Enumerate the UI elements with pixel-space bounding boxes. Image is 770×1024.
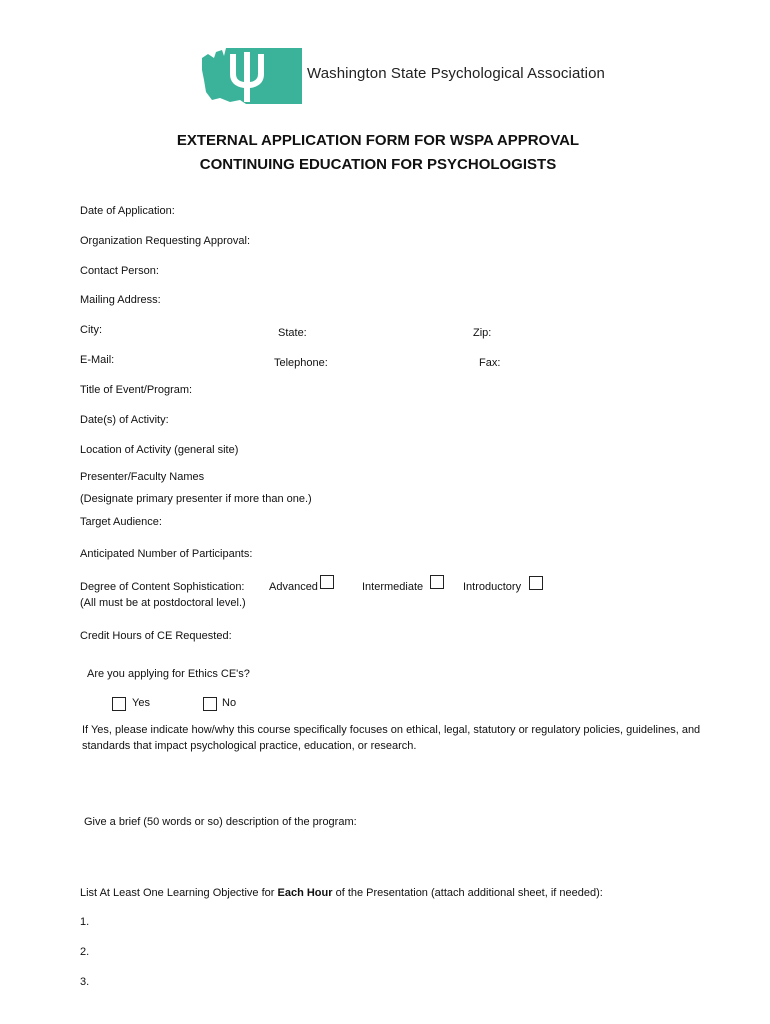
city-label: City: bbox=[80, 324, 102, 336]
presenter-note: (Designate primary presenter if more than one.) bbox=[80, 493, 312, 505]
objectives-emphasis: Each Hour bbox=[277, 887, 333, 899]
organization-name: Washington State Psychological Association bbox=[307, 65, 605, 82]
advanced-checkbox[interactable] bbox=[320, 575, 334, 589]
wspa-logo bbox=[200, 44, 302, 106]
objectives-suffix: of the Presentation (attach additional sheet, if needed): bbox=[332, 887, 603, 899]
organization-label: Organization Requesting Approval: bbox=[80, 235, 250, 247]
ethics-yes-checkbox[interactable] bbox=[112, 697, 126, 711]
objective-item-2: 2. bbox=[80, 946, 90, 958]
advanced-option-label: Advanced bbox=[269, 581, 318, 593]
introductory-option-label: Introductory bbox=[463, 581, 522, 593]
form-title-line2: CONTINUING EDUCATION FOR PSYCHOLOGISTS bbox=[199, 156, 557, 173]
ethics-no-label: No bbox=[222, 697, 237, 709]
intermediate-option-label: Intermediate bbox=[362, 581, 424, 593]
objective-item-1: 1. bbox=[80, 916, 90, 928]
fax-label: Fax: bbox=[479, 357, 501, 369]
contact-person-label: Contact Person: bbox=[80, 265, 159, 277]
sophistication-note: (All must be at postdoctoral level.) bbox=[80, 597, 246, 609]
date-of-application-label: Date of Application: bbox=[80, 205, 175, 217]
description-prompt: Give a brief (50 words or so) description of the program: bbox=[84, 816, 357, 828]
email-label: E-Mail: bbox=[80, 354, 115, 366]
telephone-label: Telephone: bbox=[274, 357, 328, 369]
location-label: Location of Activity (general site) bbox=[80, 444, 239, 456]
state-label: State: bbox=[278, 327, 307, 339]
zip-label: Zip: bbox=[473, 327, 492, 339]
ethics-question: Are you applying for Ethics CE's? bbox=[87, 668, 250, 680]
ethics-followup-text: If Yes, please indicate how/why this course specifically focuses on ethical, legal, statutory or regulatory policies, guidelines, and standards that impact psychological practice, education, or research. bbox=[82, 724, 701, 752]
ethics-yes-label: Yes bbox=[132, 697, 150, 709]
dates-of-activity-label: Date(s) of Activity: bbox=[80, 414, 169, 426]
credit-hours-label: Credit Hours of CE Requested: bbox=[80, 630, 232, 642]
form-title-line1: EXTERNAL APPLICATION FORM FOR WSPA APPROVAL bbox=[176, 132, 580, 149]
introductory-checkbox[interactable] bbox=[529, 576, 543, 590]
target-audience-label: Target Audience: bbox=[80, 516, 162, 528]
title-of-event-label: Title of Event/Program: bbox=[80, 384, 193, 396]
objectives-prefix: List At Least One Learning Objective for bbox=[80, 887, 278, 899]
presenter-names-label: Presenter/Faculty Names bbox=[80, 471, 205, 483]
mailing-address-label: Mailing Address: bbox=[80, 294, 161, 306]
washington-state-shape bbox=[202, 48, 302, 104]
objectives-prompt bbox=[80, 887, 603, 899]
ethics-no-checkbox[interactable] bbox=[203, 697, 217, 711]
participants-label: Anticipated Number of Participants: bbox=[80, 548, 253, 560]
objective-item-3: 3. bbox=[80, 976, 90, 988]
sophistication-label: Degree of Content Sophistication: bbox=[80, 581, 245, 593]
intermediate-checkbox[interactable] bbox=[430, 575, 444, 589]
